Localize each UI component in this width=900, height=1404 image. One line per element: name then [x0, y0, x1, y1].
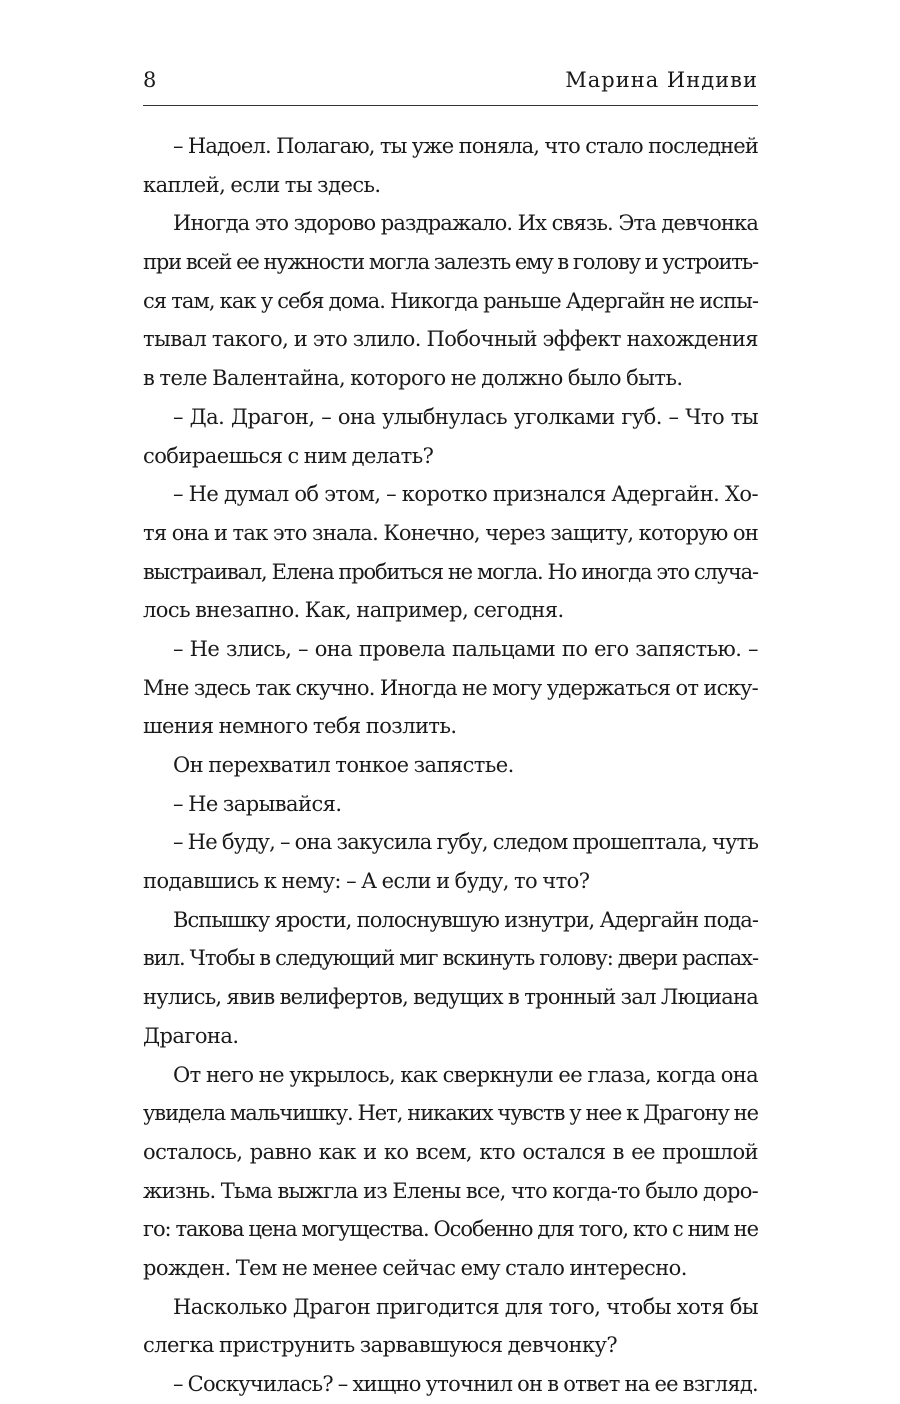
text-line: Иногда это здорово раздражало. Их связь. Эта девчонка [173, 211, 758, 236]
text-line: нулись, явив велифертов, ведущих в тронный зал Люциана [143, 985, 758, 1010]
text-line: подавшись к нему: – А если и буду, то что? [143, 869, 590, 894]
text-line: Вспышку ярости, полоснувшую изнутри, Адергайн пода- [173, 907, 758, 932]
text-line: осталось, равно как и ко всем, кто остался в ее прошлой [143, 1139, 758, 1164]
text-line: при всей ее нужности могла залезть ему в голову и устроить- [143, 250, 758, 275]
text-line: жизнь. Тьма выжгла из Елены все, что когда-то было доро- [143, 1178, 758, 1203]
text-line: – Не злись, – она провела пальцами по его запястью. – [173, 636, 758, 661]
text-line: рожден. Тем не менее сейчас ему стало интересно. [143, 1255, 687, 1280]
text-line: ся там, как у себя дома. Никогда раньше Адергайн не испы- [143, 288, 758, 313]
text-line: Он перехватил тонкое запястье. [173, 753, 514, 777]
text-line: собираешься с ним делать? [143, 443, 434, 468]
text-line: выстраивал, Елена пробиться не могла. Но иногда это случа- [143, 559, 758, 584]
header-rule [143, 105, 758, 106]
text-line: – Соскучилась? – хищно уточнил он в ответ на ее взгляд. [173, 1372, 758, 1396]
text-line: Мне здесь так скучно. Иногда не могу удержаться от иску- [143, 675, 758, 700]
text-line: Насколько Драгон пригодится для того, чтобы хотя бы [173, 1294, 758, 1319]
text-line: вил. Чтобы в следующий миг вскинуть голову: двери распах- [143, 946, 758, 971]
page-header [143, 68, 758, 102]
text-line: шения немного тебя позлить. [143, 714, 457, 739]
page-number: 8 [143, 68, 157, 92]
running-head-author: Марина Индиви [565, 68, 758, 92]
text-line: – Да. Драгон, – она улыбнулась уголками губ. – Что ты [173, 404, 758, 429]
text-line: – Не думал об этом, – коротко признался Адергайн. Хо- [173, 482, 758, 507]
text-line: – Не зарывайся. [173, 791, 342, 816]
text-line: лось внезапно. Как, например, сегодня. [143, 598, 564, 623]
text-line: го: такова цена могущества. Особенно для того, кто с ним не [143, 1217, 758, 1242]
text-line: слегка приструнить зарвавшуюся девчонку? [143, 1333, 618, 1358]
text-line: Драгона. [143, 1023, 239, 1048]
text-line: – Надоел. Полагаю, ты уже поняла, что стало последней [173, 134, 758, 158]
text-line: тывал такого, и это злило. Побочный эффект нахождения [143, 327, 758, 352]
text-line: – Не буду, – она закусила губу, следом прошептала, чуть [173, 830, 759, 855]
text-line: тя она и так это знала. Конечно, через защиту, которую он [143, 520, 758, 545]
text-line: От него не укрылось, как сверкнули ее глаза, когда она [173, 1062, 758, 1087]
text-line: увидела мальчишку. Нет, никаких чувств у нее к Драгону не [143, 1101, 758, 1126]
text-line: в теле Валентайна, которого не должно было быть. [143, 366, 683, 391]
body-text [143, 127, 758, 1404]
text-line: каплей, если ты здесь. [143, 172, 381, 197]
